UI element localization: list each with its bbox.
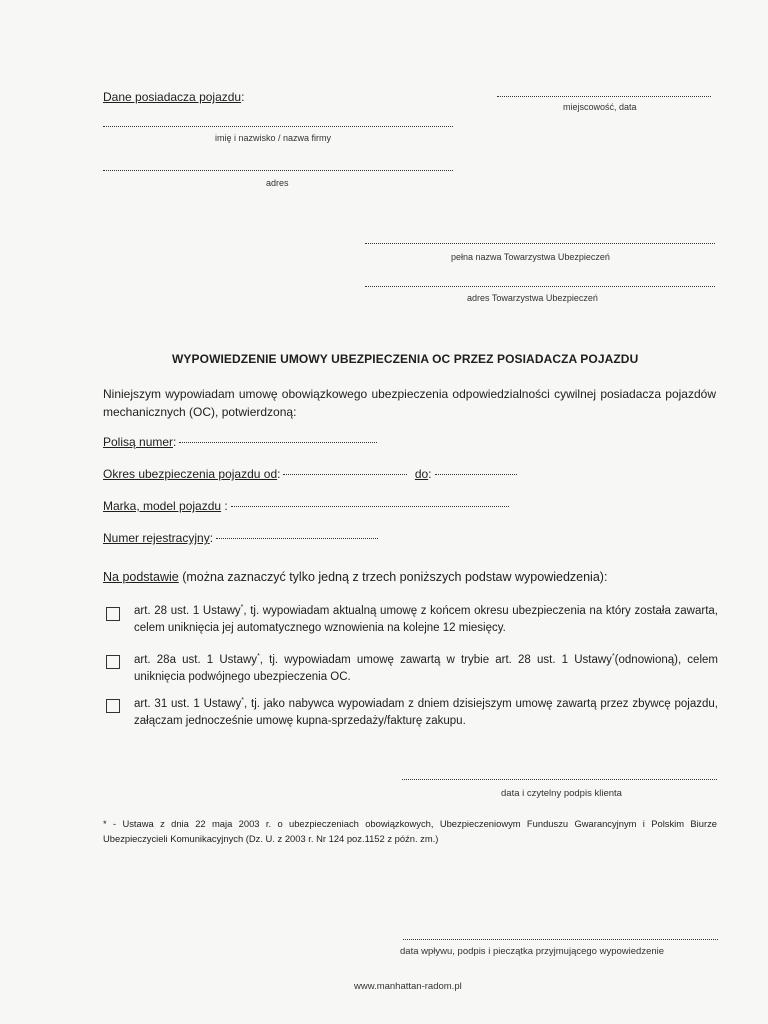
owner-name-line[interactable] xyxy=(103,126,453,127)
option-2-checkbox[interactable] xyxy=(106,655,120,669)
period-to-label: do xyxy=(414,467,429,481)
policy-number-label: Polisą numer xyxy=(103,435,174,449)
basis-label: Na podstawie xyxy=(103,570,179,584)
option-3-rest: , tj. jako nabywca wypowiadam z dniem dzisiejszym umowę zawartą przez zbywcę pojazdu, załączam jednocześnie umowę kupna-sprzedaży/fakturę zakupu. xyxy=(134,697,718,727)
insurance-period-field xyxy=(103,467,517,481)
insurer-name-line[interactable] xyxy=(365,243,715,244)
registration-label: Numer rejestracyjny xyxy=(103,531,210,545)
client-signature-caption: data i czytelny podpis klienta xyxy=(501,788,622,799)
owner-heading xyxy=(103,88,244,106)
option-1-text xyxy=(134,599,718,637)
policy-number-field xyxy=(103,435,377,449)
owner-name-caption: imię i nazwisko / nazwa firmy xyxy=(215,133,332,143)
option-3-prefix: art. 31 ust. 1 Ustawy xyxy=(134,697,242,710)
option-3-checkbox[interactable] xyxy=(106,699,120,713)
registration-field xyxy=(103,531,378,545)
document-title: WYPOWIEDZENIE UMOWY UBEZPIECZENIA OC PRZEZ POSIADACZA POJAZDU xyxy=(172,352,639,366)
vehicle-input[interactable] xyxy=(231,506,509,507)
option-2-star: * xyxy=(257,653,260,660)
footnote: * - Ustawa z dnia 22 maja 2003 r. o ubezpieczeniach obowiązkowych, Ubezpieczeniowym Funduszu Gwarancyjnym i Polskim Biurze Ubezpieczycieli Komunikacyjnych (Dz. U. z 2003 r. Nr 124 poz.1152 z późn. zm.) xyxy=(103,818,717,844)
period-from-label: Okres ubezpieczenia pojazdu od xyxy=(103,467,278,481)
option-2-star2: * xyxy=(611,653,615,660)
owner-address-caption: adres xyxy=(266,178,289,188)
client-signature-line[interactable] xyxy=(402,779,717,780)
option-1-prefix: art. 28 ust. 1 Ustawy xyxy=(134,604,241,617)
option-1-rest: , tj. wypowiadam aktualną umowę z końcem okresu ubezpieczenia na który została zawarta, celem uniknięcia jej automatycznego wznowienia na kolejne 12 miesięcy. xyxy=(134,604,718,634)
option-3-text xyxy=(134,692,718,730)
basis-heading xyxy=(103,570,607,584)
option-2-rest2: (odnowioną), celem uniknięcia podwójnego ubezpieczenia OC. xyxy=(134,653,718,683)
insurer-name-caption: pełna nazwa Towarzystwa Ubezpieczeń xyxy=(451,252,610,262)
vehicle-colon: : xyxy=(221,499,228,513)
place-date-line[interactable] xyxy=(497,96,711,97)
insurer-address-line[interactable] xyxy=(365,286,715,287)
policy-number-colon: : xyxy=(173,435,177,449)
option-2-prefix: art. 28a ust. 1 Ustawy xyxy=(134,653,258,666)
owner-address-line[interactable] xyxy=(103,170,453,171)
option-3-star: * xyxy=(241,697,245,704)
period-from-input[interactable] xyxy=(283,474,407,475)
option-1-checkbox[interactable] xyxy=(106,607,120,621)
website-link[interactable]: www.manhattan-radom.pl xyxy=(354,981,462,992)
period-to-colon: : xyxy=(428,467,432,481)
option-2-text xyxy=(134,648,718,686)
period-to-input[interactable] xyxy=(435,474,517,475)
owner-heading-colon: : xyxy=(241,90,245,104)
place-date-caption: miejscowość, data xyxy=(563,102,637,112)
receipt-caption: data wpływu, podpis i pieczątka przyjmującego wypowiedzenie xyxy=(400,946,665,957)
period-from-colon: : xyxy=(277,467,281,481)
vehicle-field xyxy=(103,499,509,513)
option-1-star: * xyxy=(240,604,244,611)
registration-input[interactable] xyxy=(216,538,378,539)
vehicle-label: Marka, model pojazdu xyxy=(103,499,222,513)
option-2-rest: , tj. wypowiadam umowę zawartą w trybie art. 28 ust. 1 Ustawy xyxy=(259,653,612,666)
intro-paragraph: Niniejszym wypowiadam umowę obowiązkowego ubezpieczenia odpowiedzialności cywilnej posiadacza pojazdów mechanicznych (OC), potwierdzoną: xyxy=(103,387,716,419)
basis-note: (można zaznaczyć tylko jedną z trzech poniższych podstaw wypowiedzenia): xyxy=(178,570,608,584)
insurer-address-caption: adres Towarzystwa Ubezpieczeń xyxy=(467,293,598,303)
registration-colon: : xyxy=(209,531,214,545)
receipt-signature-line[interactable] xyxy=(403,939,718,940)
owner-heading-text: Dane posiadacza pojazdu xyxy=(103,90,242,104)
policy-number-input[interactable] xyxy=(179,442,377,443)
